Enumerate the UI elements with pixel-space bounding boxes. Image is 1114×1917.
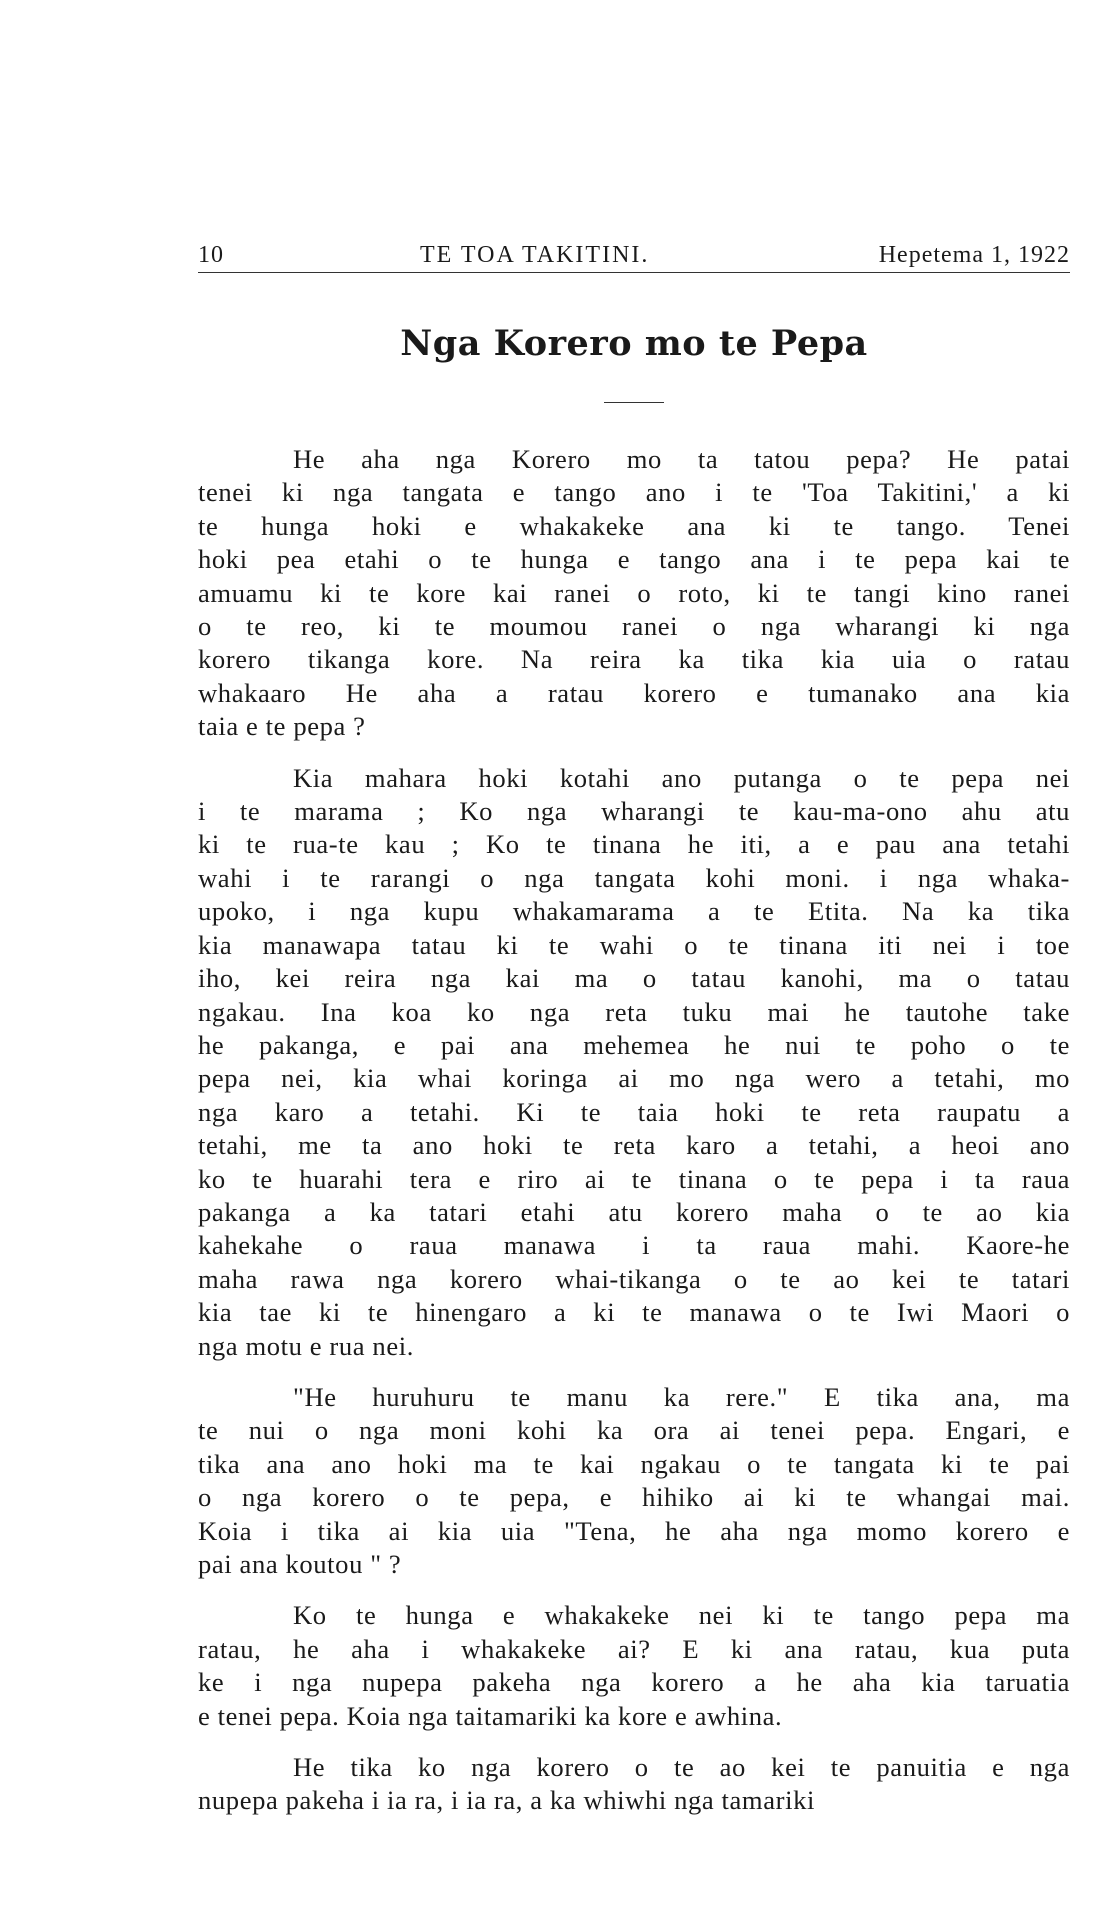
text-line: maha rawa nga korero whai-tikanga o te ao kei te tatari bbox=[198, 1263, 1070, 1294]
text-line: kia tae ki te hinengaro a ki te manawa o te Iwi Maori o bbox=[198, 1297, 1070, 1328]
publication-title: TE TOA TAKITINI. bbox=[420, 242, 650, 268]
text-line: "He huruhuru te manu ka rere." E tika ana, ma bbox=[293, 1381, 1070, 1412]
text-line: Kia mahara hoki kotahi ano putanga o te pepa nei bbox=[293, 762, 1070, 793]
article-headline: Nga Korero mo te Pepa bbox=[400, 323, 868, 364]
text-line: nupepa pakeha i ia ra, i ia ra, a ka whiwhi nga tamariki bbox=[198, 1785, 815, 1816]
headline-divider bbox=[604, 402, 664, 403]
text-line: tenei ki nga tangata e tango ano i te 'Toa Takitini,' a ki bbox=[198, 477, 1070, 508]
running-header bbox=[198, 230, 1070, 270]
text-line: o te reo, ki te moumou ranei o nga wharangi ki nga bbox=[198, 611, 1070, 642]
header-rule bbox=[198, 272, 1070, 273]
text-line: ko te huarahi tera e riro ai te tinana o te pepa i ta raua bbox=[198, 1163, 1070, 1194]
text-line: pai ana koutou " ? bbox=[198, 1549, 402, 1579]
text-line: he pakanga, e pai ana mehemea he nui te poho o te bbox=[198, 1029, 1070, 1060]
article-paragraph bbox=[198, 1381, 1070, 1581]
text-line: upoko, i nga kupu whakamarama a te Etita. Na ka tika bbox=[198, 896, 1070, 927]
page bbox=[198, 230, 1070, 1836]
text-line: nga motu e rua nei. bbox=[198, 1330, 414, 1361]
text-line: pepa nei, kia whai koringa ai mo nga wero a tetahi, mo bbox=[198, 1063, 1070, 1094]
page-number: 10 bbox=[198, 242, 224, 268]
text-line: kia manawapa tatau ki te wahi o te tinana iti nei i toe bbox=[198, 929, 1070, 960]
text-line: kahekahe o raua manawa i ta raua mahi. Kaore-he bbox=[198, 1230, 1070, 1261]
text-line: amuamu ki te kore kai ranei o roto, ki te tangi kino ranei bbox=[198, 577, 1070, 608]
text-line: ratau, he aha i whakakeke ai? E ki ana ratau, kua puta bbox=[198, 1633, 1070, 1664]
text-line: hoki pea etahi o te hunga e tango ana i te pepa kai te bbox=[198, 544, 1070, 575]
article-body bbox=[198, 443, 1070, 1818]
text-line: Koia i tika ai kia uia "Tena, he aha nga momo korero e bbox=[198, 1515, 1070, 1546]
text-line: He aha nga Korero mo ta tatou pepa? He patai bbox=[293, 444, 1070, 474]
issue-date: Hepetema 1, 1922 bbox=[878, 242, 1070, 268]
text-line: pakanga a ka tatari etahi atu korero maha o te ao kia bbox=[198, 1196, 1070, 1227]
text-line: te nui o nga moni kohi ka ora ai tenei pepa. Engari, e bbox=[198, 1415, 1070, 1446]
text-line: ngakau. Ina koa ko nga reta tuku mai he tautohe take bbox=[198, 996, 1070, 1027]
text-line: taia e te pepa ? bbox=[198, 711, 366, 742]
text-line: e tenei pepa. Koia nga taitamariki ka kore e awhina. bbox=[198, 1700, 783, 1731]
text-line: Ko te hunga e whakakeke nei ki te tango pepa ma bbox=[293, 1600, 1070, 1631]
article-paragraph bbox=[198, 1599, 1070, 1733]
text-line: wahi i te rarangi o nga tangata kohi moni. i nga whaka- bbox=[198, 862, 1070, 893]
text-line: ke i nga nupepa pakeha nga korero a he aha kia taruatia bbox=[198, 1667, 1070, 1698]
text-line: iho, kei reira nga kai ma o tatau kanohi, ma o tatau bbox=[198, 963, 1070, 994]
text-line: te hunga hoki e whakakeke ana ki te tango. Tenei bbox=[198, 510, 1070, 541]
article-paragraph bbox=[198, 762, 1070, 1363]
text-line: He tika ko nga korero o te ao kei te panuitia e nga bbox=[293, 1752, 1070, 1783]
text-line: tika ana ano hoki ma te kai ngakau o te tangata ki te pai bbox=[198, 1448, 1070, 1479]
text-line: korero tikanga kore. Na reira ka tika kia uia o ratau bbox=[198, 644, 1070, 675]
article-paragraph bbox=[198, 443, 1070, 744]
text-line: nga karo a tetahi. Ki te taia hoki te reta raupatu a bbox=[198, 1096, 1070, 1127]
text-line: tetahi, me ta ano hoki te reta karo a tetahi, a heoi ano bbox=[198, 1130, 1070, 1161]
article-paragraph bbox=[198, 1751, 1070, 1818]
text-line: ki te rua-te kau ; Ko te tinana he iti, a e pau ana tetahi bbox=[198, 829, 1070, 860]
text-line: whakaaro He aha a ratau korero e tumanako ana kia bbox=[198, 677, 1070, 708]
text-line: o nga korero o te pepa, e hihiko ai ki te whangai mai. bbox=[198, 1482, 1070, 1513]
text-line: i te marama ; Ko nga wharangi te kau-ma-ono ahu atu bbox=[198, 796, 1070, 827]
